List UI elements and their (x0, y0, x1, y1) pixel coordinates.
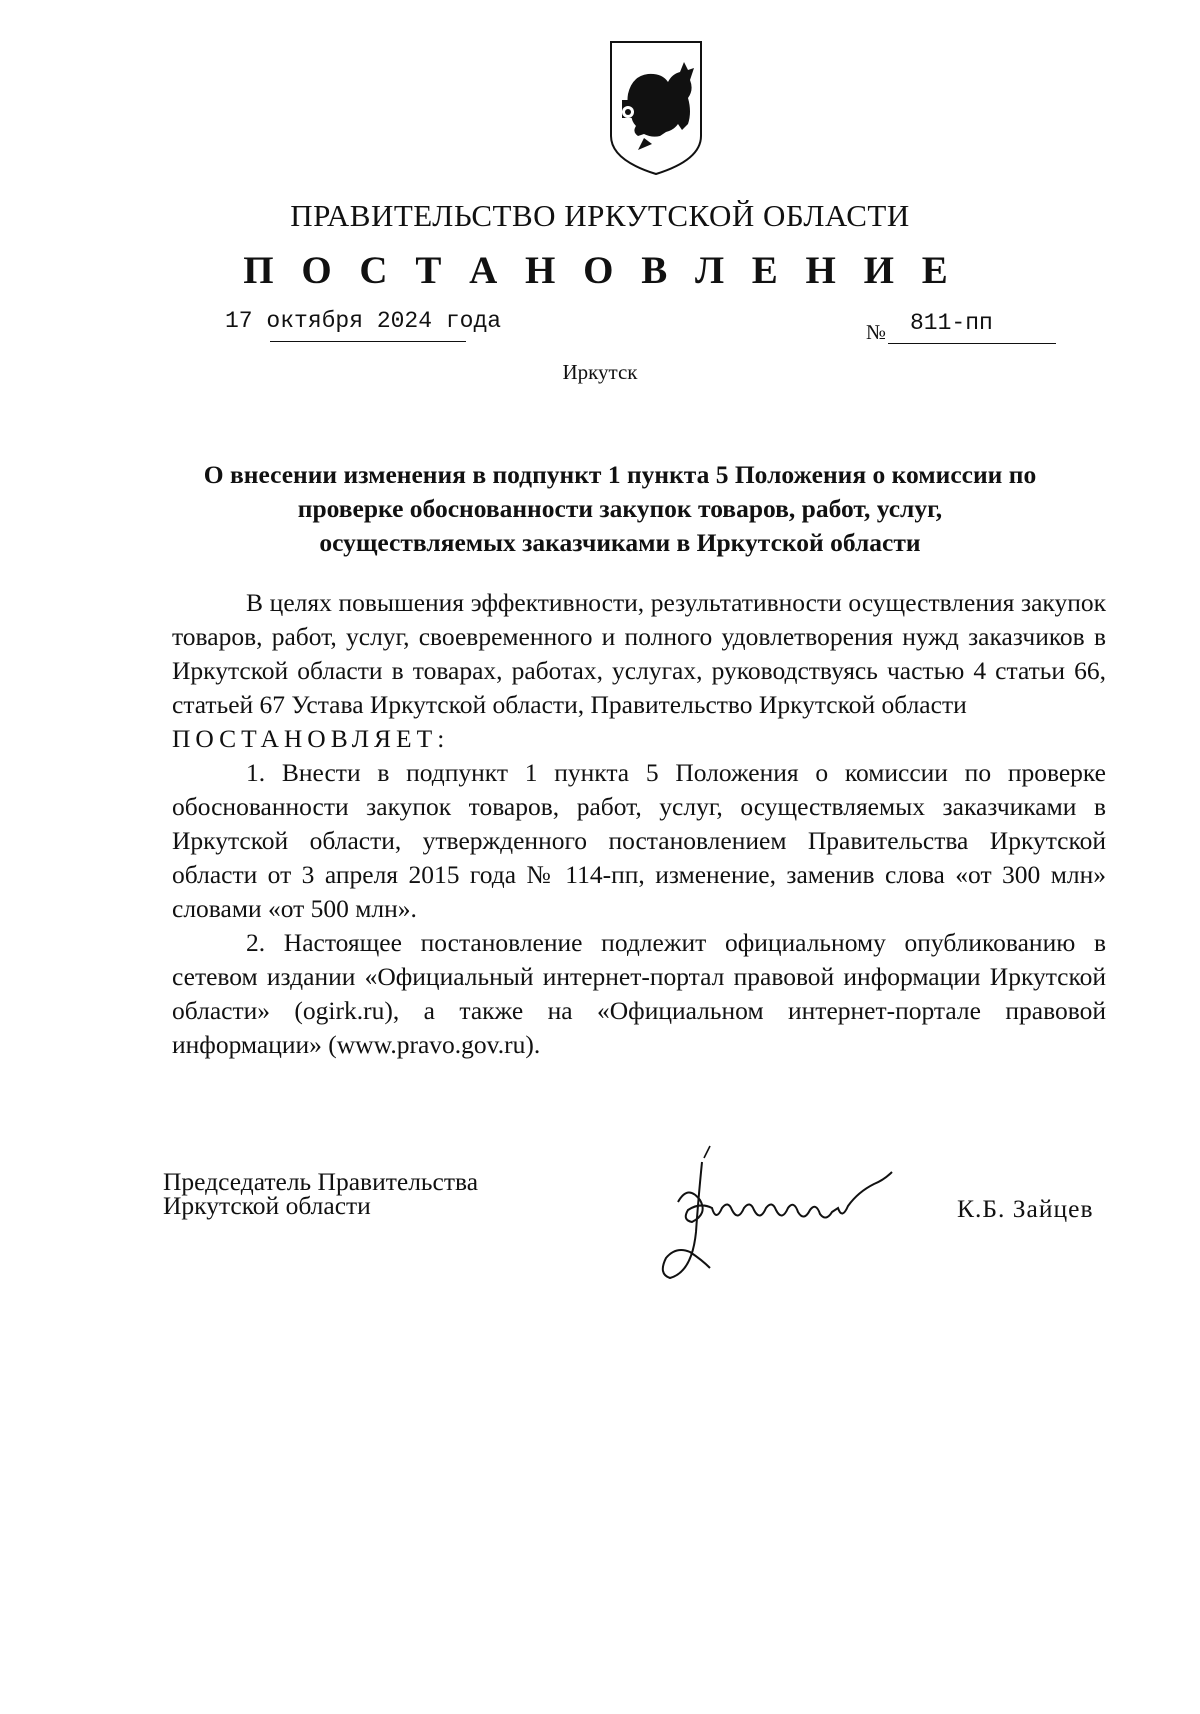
document-title (150, 458, 1090, 560)
signatory-role (163, 1167, 479, 1220)
decree-word: ПОСТАНОВЛЯЕТ: (172, 724, 450, 753)
title-line-3: осуществляемых заказчиками в Иркутской области (319, 528, 921, 557)
number-underline (888, 343, 1056, 344)
handwritten-signature-icon (652, 1142, 922, 1292)
date-underline (270, 341, 466, 342)
number-sign: № (866, 320, 887, 344)
signatory-role-line-1: Председатель Правительства (163, 1167, 479, 1196)
signatory-role-line-2: Иркутской области (163, 1191, 371, 1220)
document-date: 17 октября 2024 года (225, 308, 502, 334)
organization-name: ПРАВИТЕЛЬСТВО ИРКУТСКОЙ ОБЛАСТИ (290, 198, 910, 233)
item-1-paragraph: 1. Внести в подпункт 1 пункта 5 Положения о комиссии по проверке обоснованности закупок товаров, работ, услуг, осуществляемых заказчиками в Иркутской области, утвержденного постановлением Правительства Иркутской области от 3 апреля 2015 года № 114-пп, изменение, заменив слова «от 300 млн» словами «от 500 млн». (172, 758, 1106, 923)
preamble-paragraph: В целях повышения эффективности, результативности осуществления закупок товаров, работ, услуг, своевременного и полного удовлетворения нужд заказчиков в Иркутской области в товарах, работах, услугах, руководствуясь частью 4 статьи 66, статьей 67 Устава Иркутской области, Правительство Иркутской области (172, 588, 1106, 719)
document-body (172, 586, 1106, 1062)
item-2-paragraph: 2. Настоящее постановление подлежит официальному опубликованию в сетевом издании «Официальный интернет-портал правовой информации Иркутской области» (ogirk.ru), а также на «Официальном интернет-портале правовой информации» (www.pravo.gov.ru). (172, 928, 1106, 1059)
signatory-name: К.Б. Зайцев (957, 1194, 1094, 1223)
title-line-2: проверке обоснованности закупок товаров, работ, услуг, (297, 494, 943, 523)
document-type-heading: П О С Т А Н О В Л Е Н И Е (243, 249, 957, 292)
city-name: Иркутск (562, 360, 638, 384)
title-line-1: О внесении изменения в подпункт 1 пункта 5 Положения о комиссии по (203, 460, 1037, 489)
document-number: 811-пп (910, 310, 993, 336)
coat-of-arms-icon (608, 40, 704, 178)
